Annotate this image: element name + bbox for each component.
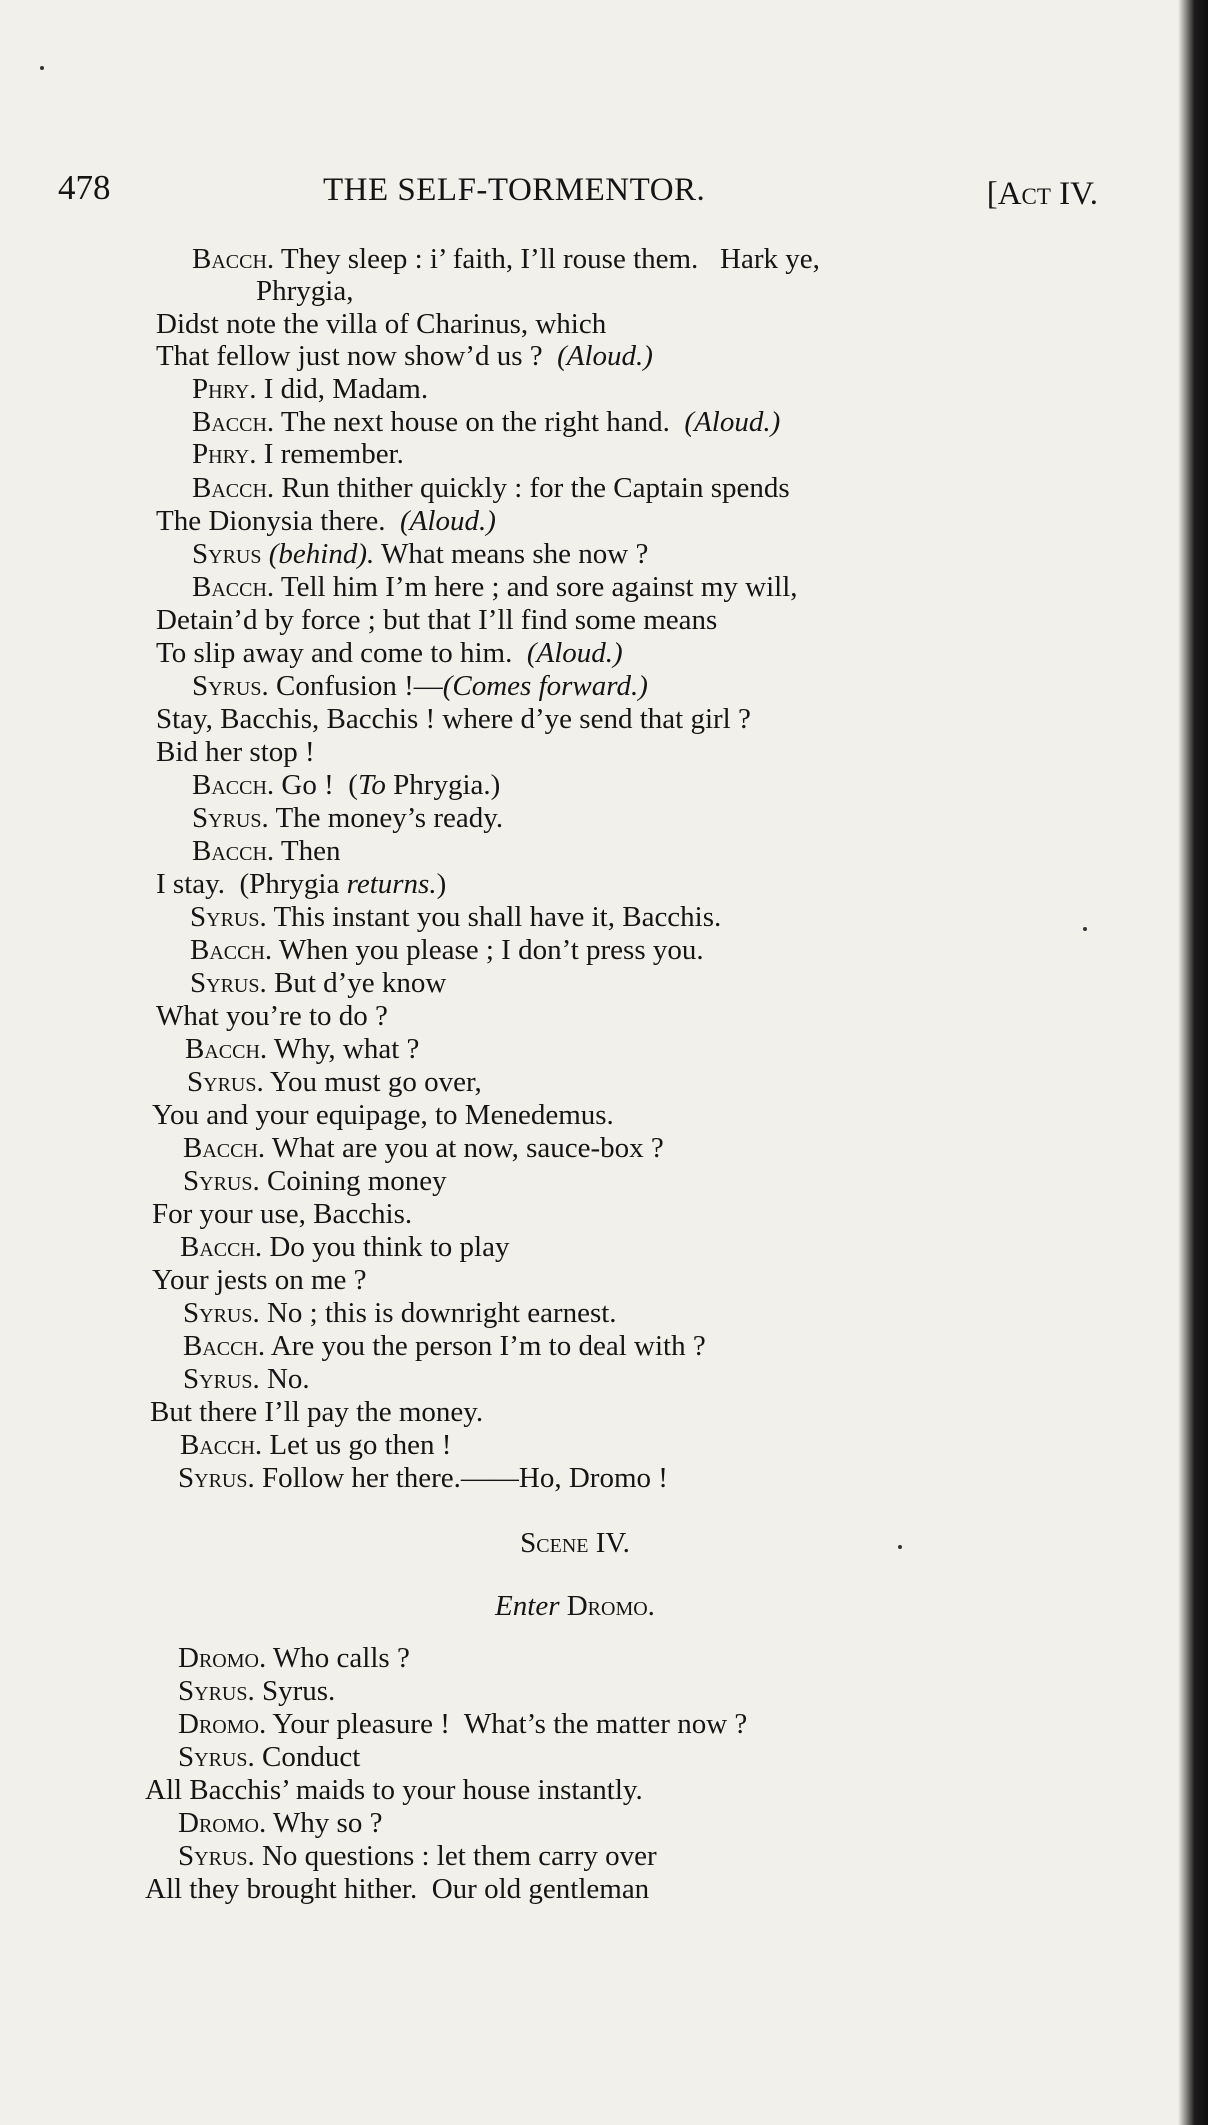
stage-direction: (Comes forward.): [442, 670, 648, 702]
page-header: [58, 168, 1098, 228]
stage-entry: [0, 1590, 1150, 1623]
dialogue-line: [178, 1741, 360, 1773]
line-text-after: ): [436, 868, 447, 900]
stage-direction: (Aloud.): [557, 340, 653, 372]
line-text: They sleep : i’ faith, I’ll rouse them. Hark ye,: [274, 243, 820, 275]
dialogue-line: [178, 1708, 747, 1740]
dialogue-line: [192, 835, 340, 867]
verse-line: [152, 1198, 412, 1230]
dialogue-line: [183, 1330, 706, 1362]
line-text: The money’s ready.: [268, 802, 504, 834]
verse-line: [156, 340, 653, 372]
speaker-name: Syrus.: [183, 1297, 260, 1329]
line-text: Do you think to play: [262, 1231, 510, 1263]
dialogue-line: [192, 538, 648, 570]
speaker-name: Syrus.: [190, 967, 267, 999]
line-text: Why so ?: [266, 1807, 383, 1839]
line-text: Syrus.: [254, 1675, 336, 1707]
line-text: Conduct: [254, 1741, 361, 1773]
verse-line: [156, 505, 496, 537]
dialogue-line: [192, 406, 780, 438]
dialogue-line: [178, 1642, 410, 1674]
verse-line: [156, 604, 717, 636]
enter-word: Enter: [495, 1590, 560, 1622]
stage-direction: returns.: [346, 868, 437, 900]
act-bracket: [: [986, 176, 998, 212]
speaker-name: Dromo.: [178, 1807, 267, 1839]
line-text: Your pleasure ! What’s the matter now ?: [266, 1708, 748, 1740]
stage-direction: To: [357, 769, 386, 801]
speaker-name: Dromo.: [178, 1642, 267, 1674]
speaker-name: Bacch.: [192, 769, 275, 801]
speaker-name: Syrus: [192, 538, 262, 570]
line-text: But there I’ll pay the money.: [150, 1396, 484, 1428]
dialogue-line: [187, 1066, 482, 1098]
line-text: Then: [274, 835, 341, 867]
stage-direction: (Aloud.): [400, 505, 496, 537]
verse-line: [156, 1000, 388, 1032]
dialogue-line: [190, 901, 721, 933]
verse-line: [145, 1873, 649, 1905]
line-text: No questions : let them carry over: [254, 1840, 657, 1872]
speaker-name: Dromo.: [178, 1708, 267, 1740]
speaker-name: Bacch.: [190, 934, 273, 966]
speaker-name: Syrus.: [183, 1363, 260, 1395]
line-text: No.: [259, 1363, 310, 1395]
speaker-name: Syrus.: [178, 1741, 255, 1773]
speaker-name: Bacch.: [192, 243, 275, 275]
speaker-name: Syrus.: [183, 1165, 260, 1197]
dialogue-line: [183, 1132, 664, 1164]
speck: [40, 66, 44, 70]
verse-line: [156, 308, 606, 340]
line-text: Why, what ?: [267, 1033, 420, 1065]
line-text: To slip away and come to him.: [156, 637, 527, 669]
line-text: No ; this is downright earnest.: [259, 1297, 617, 1329]
dialogue-line: [192, 373, 428, 405]
dialogue-line: [178, 1675, 335, 1707]
speaker-name: Bacch.: [192, 835, 275, 867]
speaker-name: Syrus.: [190, 901, 267, 933]
dialogue-line: [192, 472, 790, 504]
dialogue-line: [178, 1807, 382, 1839]
verse-line: [152, 1264, 367, 1296]
line-text: Follow her there.——Ho, Dromo !: [254, 1462, 668, 1494]
dialogue-line: [180, 1429, 451, 1461]
speaker-name: Syrus.: [178, 1462, 255, 1494]
line-text: What are you at now, sauce-box ?: [265, 1132, 664, 1164]
speck: [1083, 927, 1087, 931]
stage-direction: (Aloud.): [526, 637, 623, 669]
dialogue-line: [183, 1165, 447, 1197]
line-text: Tell him I’m here ; and sore against my will,: [274, 571, 798, 603]
speaker-name: Bacch.: [180, 1429, 263, 1461]
speaker-name: Syrus.: [192, 802, 269, 834]
speaker-name: Syrus.: [178, 1675, 255, 1707]
speaker-name: Syrus.: [192, 670, 269, 702]
line-text: Phrygia,: [256, 275, 354, 307]
speaker-name: Phry.: [192, 373, 257, 405]
line-text-after: What means she now ?: [374, 538, 649, 570]
line-text: Bid her stop !: [156, 736, 315, 768]
line-text: For your use, Bacchis.: [152, 1198, 413, 1230]
speaker-name: Bacch.: [192, 406, 275, 438]
stage-direction: (Aloud.): [684, 406, 781, 438]
line-text: You and your equipage, to Menedemus.: [152, 1099, 614, 1131]
line-text: Coining money: [259, 1165, 447, 1197]
verse-line: [156, 736, 315, 768]
line-text: All they brought hither. Our old gentleman: [145, 1873, 650, 1905]
speaker-name: Bacch.: [192, 571, 275, 603]
verse-line: [145, 1774, 643, 1806]
verse-line: [156, 637, 623, 669]
dialogue-line: [183, 1363, 310, 1395]
line-text: Let us go then !: [262, 1429, 452, 1461]
line-text: Detain’d by force ; but that I’ll find some means: [156, 604, 718, 636]
act-text: Act IV.: [997, 176, 1098, 212]
line-text: I stay. (Phrygia: [156, 868, 347, 900]
act-label: [987, 176, 1098, 213]
dialogue-line: [190, 967, 446, 999]
speaker-name: Syrus.: [178, 1840, 255, 1872]
line-text: You must go over,: [263, 1066, 482, 1098]
verse-line: [152, 1099, 614, 1131]
speaker-name: Bacch.: [180, 1231, 263, 1263]
line-text: Go ! (: [274, 769, 358, 801]
dialogue-line: [178, 1840, 657, 1872]
line-text: When you please ; I don’t press you.: [272, 934, 704, 966]
verse-line: [156, 703, 751, 735]
dialogue-line: [192, 243, 820, 275]
dialogue-line: [192, 769, 500, 801]
line-text: Stay, Bacchis, Bacchis ! where d’ye send that girl ?: [156, 703, 751, 735]
dialogue-line: [190, 934, 704, 966]
dialogue-line: [185, 1033, 419, 1065]
stage-direction: (behind).: [268, 538, 375, 570]
speaker-name: Phry.: [192, 438, 257, 470]
page-number: 478: [58, 168, 111, 207]
line-text: The Dionysia there.: [156, 505, 401, 537]
speaker-name: Bacch.: [185, 1033, 268, 1065]
dialogue-line: [178, 1462, 668, 1494]
dialogue-line: [192, 802, 503, 834]
running-title: THE SELF-TORMENTOR.: [323, 172, 706, 208]
line-text: This instant you shall have it, Bacchis.: [266, 901, 722, 933]
line-text: I did, Madam.: [256, 373, 429, 405]
speaker-name: Bacch.: [183, 1330, 266, 1362]
line-text: Your jests on me ?: [152, 1264, 367, 1296]
dialogue-line: [192, 670, 648, 702]
verse-line: [150, 1396, 483, 1428]
page-edge-shadow: [1178, 0, 1208, 2125]
speaker-name: Syrus.: [187, 1066, 264, 1098]
line-text: What you’re to do ?: [156, 1000, 388, 1032]
line-text: Who calls ?: [266, 1642, 410, 1674]
speaker-name: Bacch.: [183, 1132, 266, 1164]
line-text: [261, 538, 268, 570]
scene-heading: [0, 1527, 1150, 1560]
line-text: The next house on the right hand.: [274, 406, 685, 438]
enter-name: Dromo.: [566, 1590, 655, 1622]
line-text: Didst note the villa of Charinus, which: [156, 308, 607, 340]
scene-title: Scene IV.: [520, 1527, 630, 1559]
line-text: Run thither quickly : for the Captain spends: [274, 472, 790, 504]
line-text: I remember.: [256, 438, 404, 470]
verse-line: [256, 275, 353, 307]
dialogue-line: [192, 571, 798, 603]
speaker-name: Bacch.: [192, 472, 275, 504]
line-text: That fellow just now show’d us ?: [156, 340, 558, 372]
line-text: Are you the person I’m to deal with ?: [265, 1330, 706, 1362]
dialogue-line: [180, 1231, 509, 1263]
verse-line: [156, 868, 446, 900]
line-text: But d’ye know: [266, 967, 447, 999]
dialogue-line: [183, 1297, 617, 1329]
dialogue-line: [192, 438, 404, 470]
line-text-after: Phrygia.): [385, 769, 501, 801]
line-text: Confusion !—: [268, 670, 443, 702]
line-text: All Bacchis’ maids to your house instantly.: [145, 1774, 643, 1806]
